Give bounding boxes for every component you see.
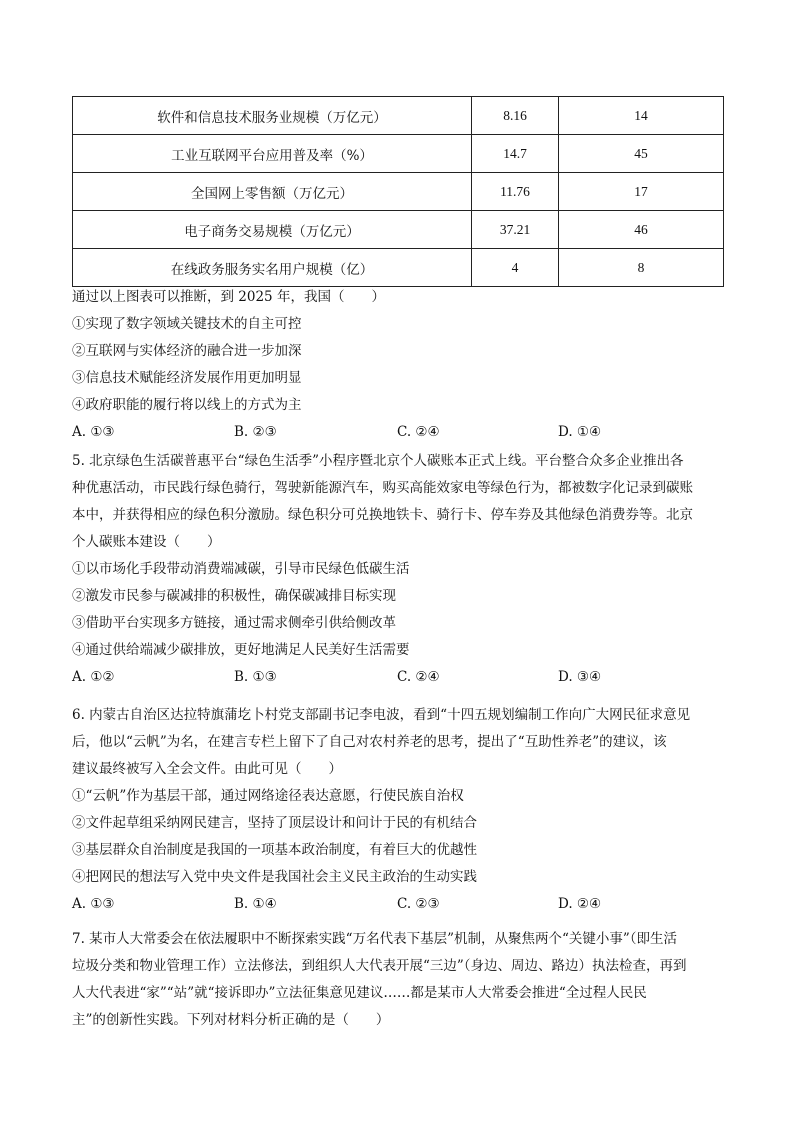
option-c: C. ②③ (397, 896, 440, 912)
table-cell-2025: 14 (559, 97, 724, 135)
question-stem-line: 本中，并获得相应的绿色积分激励。绿色积分可兑换地铁卡、骑行卡、停车券及其他绿色消费券等。北京 (72, 507, 693, 523)
table-row (73, 135, 724, 173)
question-stem-line: 后，他以“云帆”为名，在建言专栏上留下了自己对农村养老的思考，提出了“互助性养老”的建议，该 (72, 734, 667, 750)
option-d: D. ③④ (558, 669, 602, 685)
option-a: A. ①② (72, 669, 115, 685)
question-5 (72, 448, 722, 691)
statement-item: ②文件起草组采纳网民建言，坚持了顶层设计和问计于民的有机结合 (72, 815, 477, 831)
table-cell-2020: 37.21 (472, 211, 559, 249)
question-stem-line: 建议最终被写入全会文件。由此可见（ ） (72, 761, 342, 777)
table-cell-label: 工业互联网平台应用普及率（%） (73, 135, 472, 173)
table-row (73, 249, 724, 287)
statement-item: ④把网民的想法写入党中央文件是我国社会主义民主政治的生动实践 (72, 869, 477, 885)
data-table (72, 96, 724, 287)
question-stem-line: 人大代表进“家”“站”就“接诉即办”立法征集意见建议……都是某市人大常委会推进“全过程人民民 (72, 985, 647, 1001)
statement-item: ④通过供给端减少碳排放，更好地满足人民美好生活需要 (72, 642, 410, 658)
question-stem-line: 种优惠活动，市民践行绿色骑行，驾驶新能源汽车，购买高能效家电等绿色行为，都被数字化记录到碳账 (72, 480, 693, 496)
table-cell-2020: 11.76 (472, 173, 559, 211)
option-b: B. ①③ (234, 669, 277, 685)
answer-options (72, 891, 722, 918)
table-cell-2025: 46 (559, 211, 724, 249)
table-cell-label: 在线政务服务实名用户规模（亿） (73, 249, 472, 287)
option-d: D. ①④ (558, 424, 602, 440)
option-a: A. ①③ (72, 896, 115, 912)
table-cell-2020: 4 (472, 249, 559, 287)
table-cell-label: 全国网上零售额（万亿元） (73, 173, 472, 211)
statement-item: ②激发市民参与碳减排的积极性，确保碳减排目标实现 (72, 588, 396, 604)
option-b: B. ①④ (234, 896, 277, 912)
statement-item: ③信息技术赋能经济发展作用更加明显 (72, 370, 302, 386)
statement-item: ①“云帆”作为基层干部，通过网络途径表达意愿，行使民族自治权 (72, 788, 464, 804)
table-row (73, 211, 724, 249)
table-cell-2025: 45 (559, 135, 724, 173)
question-stem: 通过以上图表可以推断，到 2025 年，我国（ ） (72, 289, 385, 305)
table-row (73, 97, 724, 135)
statement-item: ④政府职能的履行将以线上的方式为主 (72, 397, 302, 413)
statement-item: ①以市场化手段带动消费端减碳，引导市民绿色低碳生活 (72, 561, 410, 577)
question-stem-line: 个人碳账本建设（ ） (72, 534, 221, 550)
statement-item: ①实现了数字领域关键技术的自主可控 (72, 316, 302, 332)
table-cell-2020: 8.16 (472, 97, 559, 135)
question-stem-line: 6. 内蒙古自治区达拉特旗蒲圪卜村党支部副书记李电波，看到“十四五规划编制工作向广大网民征求意见 (72, 707, 691, 723)
table-cell-label: 软件和信息技术服务业规模（万亿元） (73, 97, 472, 135)
option-c: C. ②④ (397, 669, 440, 685)
question-6 (72, 702, 722, 918)
statement-item: ③借助平台实现多方链接，通过需求侧牵引供给侧改革 (72, 615, 396, 631)
option-d: D. ②④ (558, 896, 602, 912)
table-cell-2025: 17 (559, 173, 724, 211)
question-4 (72, 284, 722, 446)
table-cell-2025: 8 (559, 249, 724, 287)
question-stem-line: 7. 某市人大常委会在依法履职中不断探索实践“万名代表下基层”机制，从聚焦两个“关键小事”（即生活 (72, 931, 678, 947)
option-a: A. ①③ (72, 424, 115, 440)
option-c: C. ②④ (397, 424, 440, 440)
table-cell-2020: 14.7 (472, 135, 559, 173)
answer-options (72, 419, 722, 446)
statement-item: ②互联网与实体经济的融合进一步加深 (72, 343, 302, 359)
answer-options (72, 664, 722, 691)
question-stem-line: 垃圾分类和物业管理工作）立法修法，到组织人大代表开展“三边”（身边、周边、路边）执法检查，再到 (72, 958, 687, 974)
table-cell-label: 电子商务交易规模（万亿元） (73, 211, 472, 249)
question-7 (72, 926, 722, 1034)
table-row (73, 173, 724, 211)
option-b: B. ②③ (234, 424, 277, 440)
question-stem-line: 5. 北京绿色生活碳普惠平台“绿色生活季”小程序暨北京个人碳账本正式上线。平台整合众多企业推出各 (72, 453, 684, 469)
statement-item: ③基层群众自治制度是我国的一项基本政治制度，有着巨大的优越性 (72, 842, 477, 858)
question-stem-line: 主”的创新性实践。下列对材料分析正确的是（ ） (72, 1012, 390, 1028)
